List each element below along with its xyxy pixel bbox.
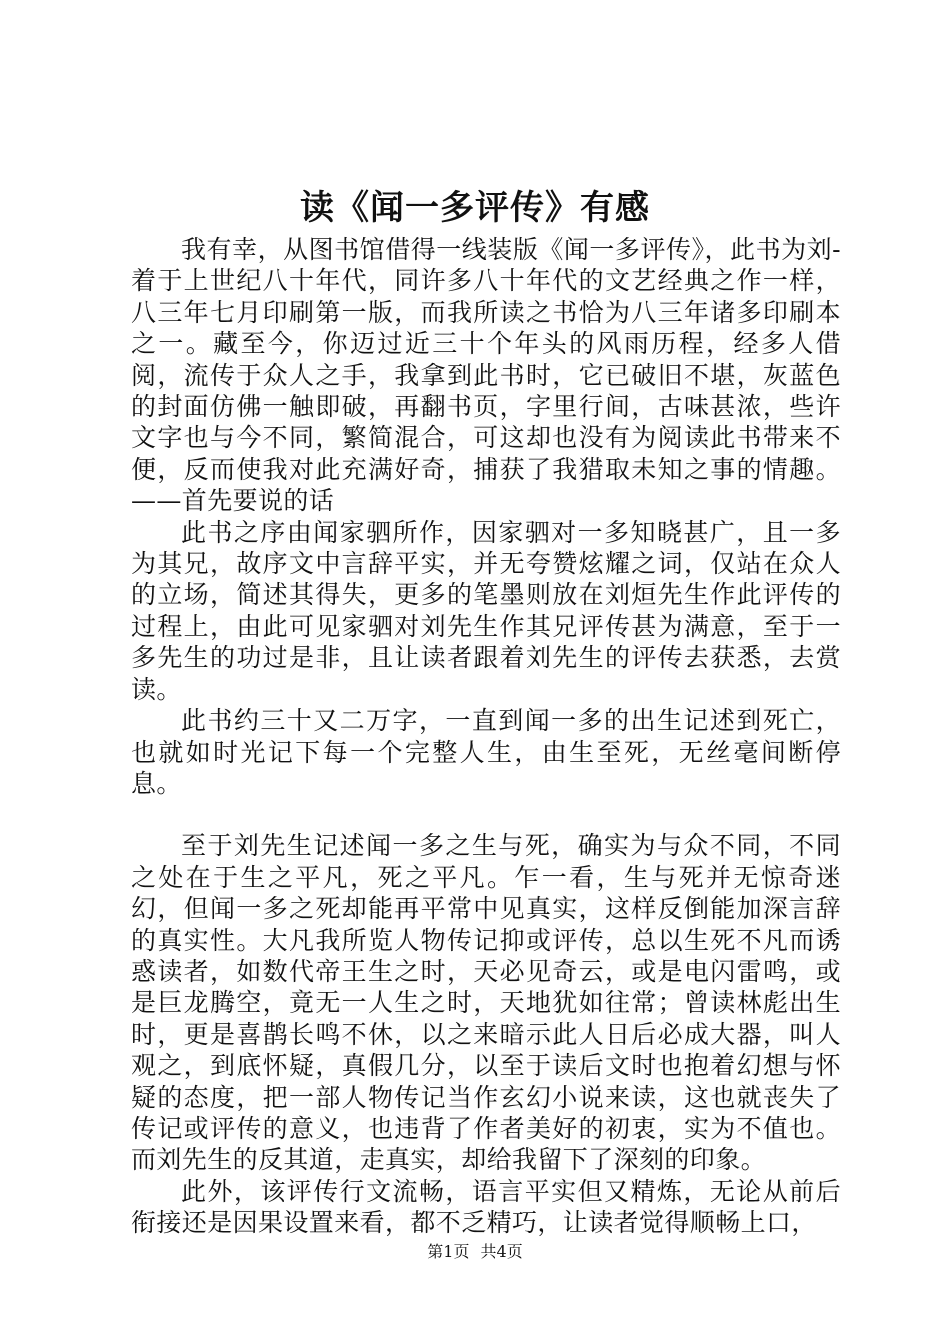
paragraph-1: 我有幸，从图书馆借得一线装版《闻一多评传》，此书为刘-着于上世纪八十年代，同许多八十年代的文艺经典之作一样，八三年七月印刷第一版，而我所读之书恰为八三年诸多印刷本之一。藏至今，你迈过近三十个年头的风雨历程，经多人借阅，流传于众人之手，我拿到此书时，它已破旧不堪，灰蓝色的封面仿佛一触即破，再翻书页，字里行间，古味甚浓，些许文字也与今不同，繁简混合，可这却也没有为阅读此书带来不便，反而使我对此充满好奇，捕获了我猎取未知之事的情趣。——首先要说的话 xyxy=(131,235,841,516)
page-total: 共4页 xyxy=(480,1242,523,1261)
paragraph-3: 此书约三十又二万字，一直到闻一多的出生记述到死亡，也就如时光记下每一个完整人生，由生至死，无丝毫间断停息。 xyxy=(131,706,841,798)
page-number: 第1页 xyxy=(427,1242,470,1261)
paragraph-2: 此书之序由闻家驷所作，因家驷对一多知晓甚广，且一多为其兄，故序文中言辞平实，并无夸赞炫耀之词，仅站在众人的立场，简述其得失，更多的笔墨则放在刘烜先生作此评传的过程上，由此可见家驷对刘先生作其兄评传甚为满意，至于一多先生的功过是非，且让读者跟着刘先生的评传去获悉，去赏读。 xyxy=(131,517,841,704)
document-body xyxy=(131,234,841,1239)
document-title: 读《闻一多评传》有感 xyxy=(300,188,650,228)
paragraph-5: 此外，该评传行文流畅，语言平实但又精炼，无论从前后衔接还是因果设置来看，都不乏精巧，让读者觉得顺畅上口， xyxy=(131,1176,841,1238)
page-footer xyxy=(0,1241,950,1263)
paragraph-4: 至于刘先生记述闻一多之生与死，确实为与众不同，不同之处在于生之平凡，死之平凡。乍一看，生与死并无惊奇迷幻，但闻一多之死却能再平常中见真实，这样反倒能加深言辞的真实性。大凡我所览人物传记抑或评传，总以生死不凡而诱惑读者，如数代帝王生之时，天必见奇云，或是电闪雷鸣，或是巨龙腾空，竟无一人生之时，天地犹如往常；曾读林彪出生时，更是喜鹊长鸣不休，以之来暗示此人日后必成大器，叫人观之，到底怀疑，真假几分，以至于读后文时也抱着幻想与怀疑的态度，把一部人物传记当作玄幻小说来读，这也就丧失了传记或评传的意义，也违背了作者美好的初衷，实为不值也。而刘先生的反其道，走真实，却给我留下了深刻的印象。 xyxy=(131,831,841,1175)
